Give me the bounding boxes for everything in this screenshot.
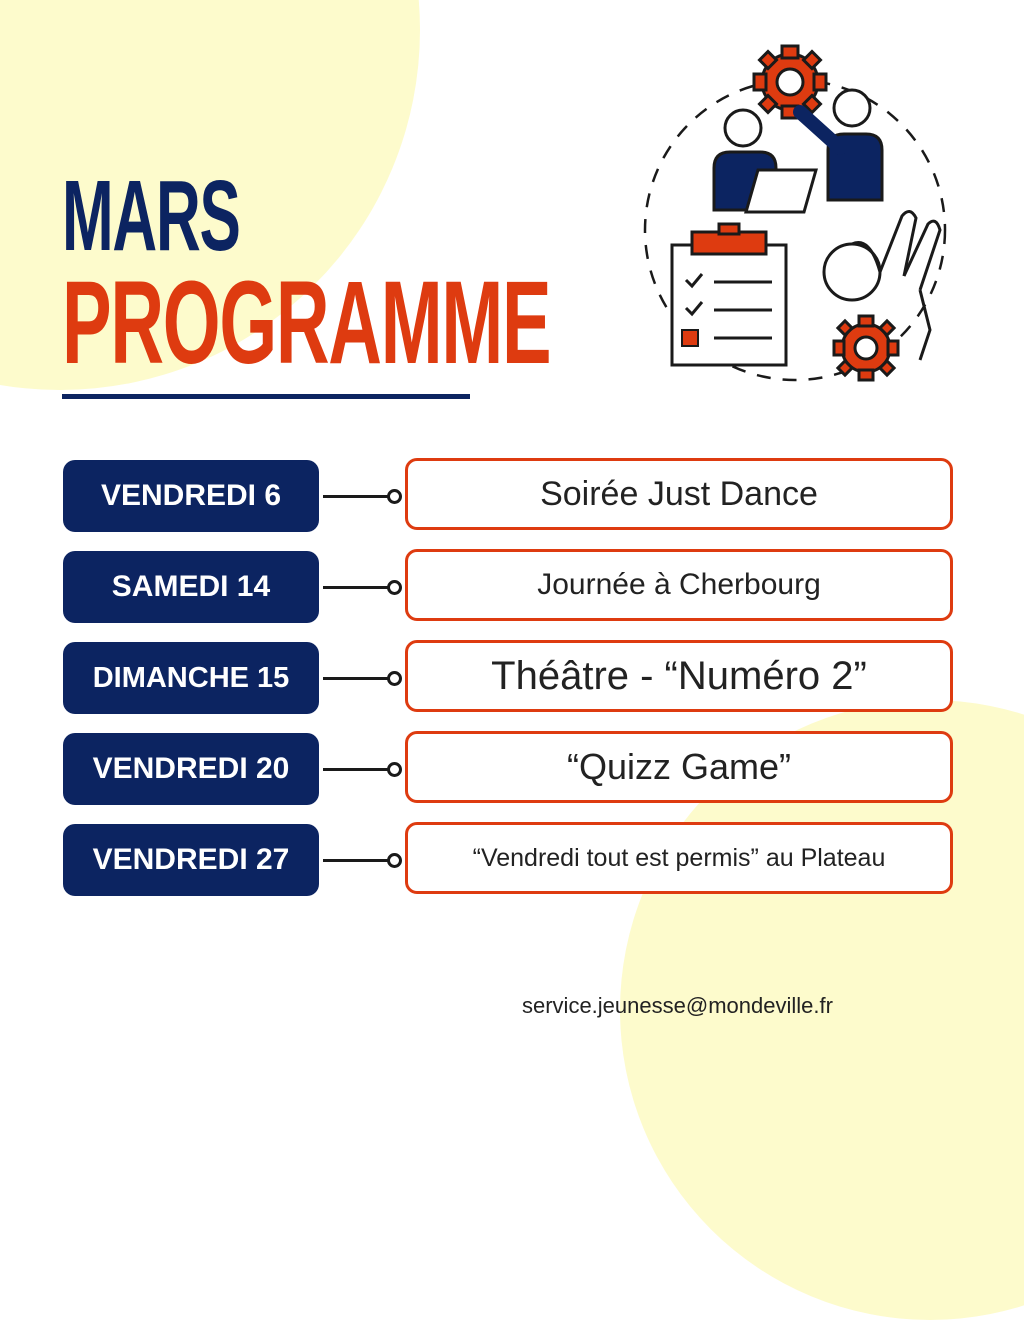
event-box: “Vendredi tout est permis” au Plateau: [405, 822, 953, 894]
connector-dot: [387, 489, 402, 504]
title-underline: [62, 394, 470, 399]
connector-line: [323, 495, 391, 498]
connector-dot: [387, 580, 402, 595]
schedule-row: [0, 733, 1024, 805]
connector-line: [323, 859, 391, 862]
event-box: Théâtre - “Numéro 2”: [405, 640, 953, 712]
date-badge: VENDREDI 20: [63, 733, 319, 805]
connector-dot: [387, 853, 402, 868]
contact-email[interactable]: service.jeunesse@mondeville.fr: [522, 993, 833, 1018]
schedule-row: [0, 460, 1024, 532]
date-badge: SAMEDI 14: [63, 551, 319, 623]
connector-line: [323, 586, 391, 589]
event-box: “Quizz Game”: [405, 731, 953, 803]
schedule-row: [0, 642, 1024, 714]
connector-dot: [387, 762, 402, 777]
teamwork-gears-checklist-icon: [630, 40, 960, 390]
month-title: MARS: [62, 160, 240, 272]
schedule-row: [0, 551, 1024, 623]
event-box: Journée à Cherbourg: [405, 549, 953, 621]
connector-dot: [387, 671, 402, 686]
date-badge: VENDREDI 6: [63, 460, 319, 532]
gear-icon: [834, 316, 898, 380]
connector-line: [323, 677, 391, 680]
clipboard-icon: [672, 224, 786, 365]
programme-title: PROGRAMME: [62, 257, 551, 389]
schedule-row: [0, 824, 1024, 896]
date-badge: VENDREDI 27: [63, 824, 319, 896]
person-left-icon: [714, 110, 816, 212]
gear-icon: [754, 46, 826, 118]
date-badge: DIMANCHE 15: [63, 642, 319, 714]
event-box: Soirée Just Dance: [405, 458, 953, 530]
connector-line: [323, 768, 391, 771]
